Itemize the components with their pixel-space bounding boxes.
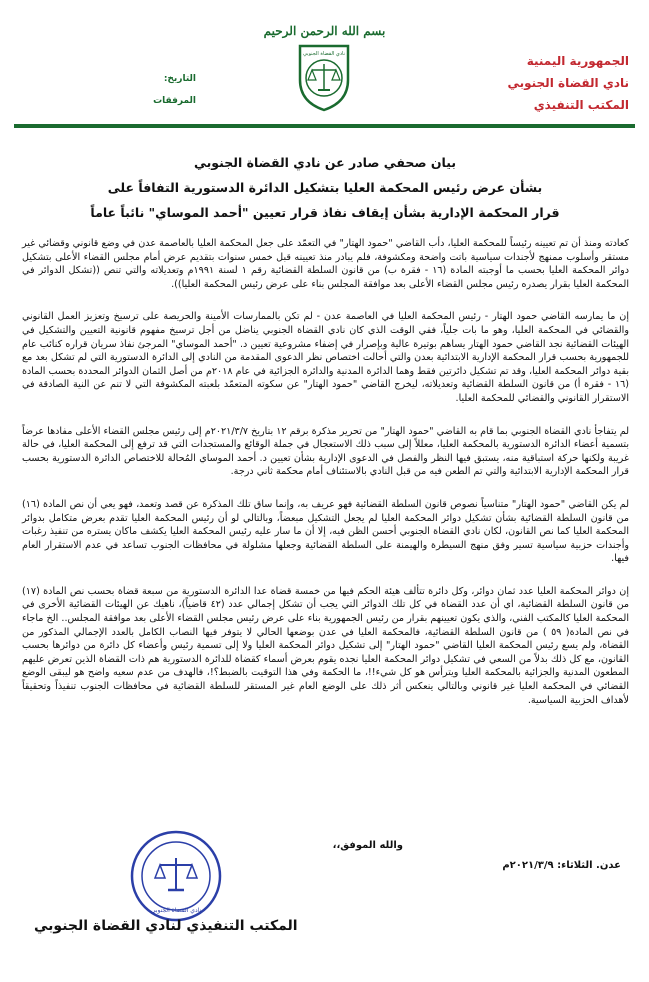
stamp-text: نادي القضاة الجنوبي <box>150 907 202 914</box>
paragraph-4: لم يكن القاضي "حمود الهتار" متناسياً نصوص قانون السلطة القضائية فهو عريف به، وإنما ساق تلك المذكرة عن قصد وتعمد، فهو يعي أن نص المادة (١٦) من قانون السلطة القضائية بشأن تشكيل دوائر المحكمة العليا لم يجعل التشكيل مبعضاً، وبالتالي لو أن رئيس المحكمة العليا تقدم بعرض متكامل بدوائر المحكمة العليا كما نص القانون، لكان نادي القضاة الجنوبي أحسن الظن فيه، إلا أن ما سار عليه رئيس المحكمة العليا يكشف ماكان يستره من تنفيذ رغبات وأجندات حزبية سياسية تسير وفق منهج السيطرة والهيمنة على السلطة القضائية وجعلها مشلولة في محافظات الجنوب تساعد في عدم الاستقرار العام فيها. <box>22 498 629 565</box>
paragraph-1: كعادته ومنذ أن تم تعيينه رئيساً للمحكمة العليا، دأب القاضي "حمود الهتار" في التعمّد على جعل المحكمة العليا بالعاصمة عدن في وضع قانوني وقضائي غير مستقر وأسلوب ممنهج لأجندات سياسية باتت واضحة ومكشوفة، فلم يبادر منذ تعيينه قبل خمس سنوات بتقديم عرض أمام مجلس القضاء الأعلى بتشكيل دوائر المحكمة العليا بحسب ما أوجبته المادة (١٦ - فقرة ب) من قانون السلطة القضائية رقم ١ لسنة ١٩٩١م وتعديلاته والتي تنص ((تشكل الدوائر في المحكمة العليا بقرار يصدره رئيس مجلس القضاء الأعلى بعد موافقة المجلس بناء على عرض رئيس المحكمة العليا)). <box>22 238 630 290</box>
official-stamp <box>130 830 222 922</box>
club-logo <box>292 40 356 112</box>
header-divider <box>14 124 635 128</box>
paragraph-5: إن دوائر المحكمة العليا عدد ثمان دوائر، وكل دائرة تتألف هيئة الحكم فيها من خمسة قضاة عدا الدائرة الدستورية من سبعة قضاة بحسب نص المادة (١٧) من قانون السلطة القضائية، اي أن عدد القضاة في كل تلك الدوائر التي يجب أن تشكل إجمالي عدد (٤٢ قاضياً)، ناهيك عن الهيئات القضائية الأخرى في المحكمة العليا كالمكتب الفني، والذي يكون تعيينهم بقرار من رئيس الجمهورية بناء على عرض رئيس مجلس القضاء الأعلى بعد موافقة المجلس.. الخ ماجاء في نص المادة( ٥٩ ) من قانون السلطة القضائية، فالمحكمة العليا في عدن بوضعها الحالي لا يتوفر فيها النصاب الكامل بالعدد الإجمالي المذكور من القضاة، ولم يسع رئيس المحكمة العليا القاضي "حمود الهتار" إلى تشكيل دوائر المحكمة العليا ولا إلى تسمية رئيس وأعضاء كل دائرة من دوائرها بحسب القانون، مع كل ذلك بدلاً من السعي في تشكيل دوائر المحكمة العليا نجده يقوم بعرض أسماء كقضاة للدائرة الدستورية هم ذات القضاة الذين تعرض عليهم المطعون المدنية والجزائية بالمحكمة العليا ويترأس هو كل شيء!!، ما الحكمة وفي هذا التوقيت بالضبط؟!، فالهدف من عدم سعيه واضح هو ليبقى الوضع القضائي في المحكمة العليا غير قانوني وبالتالي ينعكس أثر ذلك على الوضع العام غير المستقر للسلطة القضائية في محافظات الجنوب تنفيذاً وتحقيقاً لأهداف الحزبية السياسية. <box>22 585 630 706</box>
attachments-label: المرفقات <box>153 96 196 106</box>
title-line-1: بيان صحفي صادر عن نادي القضاة الجنوبي <box>193 155 457 170</box>
logo-text: نادي القضاة الجنوبي <box>303 51 345 57</box>
title-line-2: بشأن عرض رئيس المحكمة العليا بتشكيل الدائرة الدستورية التفافاً على <box>107 180 543 195</box>
paragraph-3: لم يتفاجأ نادي القضاة الجنوبي بما قام به القاضي "حمود الهتار" من تحرير مذكرة برقم ١٢ بتاريخ ٢٠٢١/٣/٧م إلى رئيس مجلس القضاء الأعلى مفادها عرضاً بتسمية أعضاء الدائرة الدستورية بالمحكمة العليا، معللاً إلى سبب ذلك الاستعجال في جملة الوقائع والمستجدات التي قد ترفع إلى المحكمة العليا، في حالة غريبة ولكنها حركة استباقية منه، يستبق فيها النظر والفصل في الدعوى الإدارية بشأن تعيين د. أحمد الموساي المُحالة للاختصاص الدائرة الدستورية بحسب قرار المحكمة الإدارية الابتدائية والتي تم الطعن فيه من قبل النادي بالاستئناف أمام محكمة ثاني درجة. <box>22 425 629 478</box>
org-line-country: الجمهورية اليمنية <box>526 54 629 68</box>
basmala: بسم الله الرحمن الرحيم <box>263 24 386 38</box>
statement-body <box>22 237 629 707</box>
reference-fields <box>96 68 196 112</box>
date-label: التاريخ: <box>163 74 196 84</box>
org-line-club: نادي القضاة الجنوبي <box>507 76 629 90</box>
issue-date: عدن. الثلاثاء: ٢٠٢١/٣/٩م <box>502 860 621 871</box>
organization-header <box>469 50 629 116</box>
org-line-office: المكتب التنفيذي <box>533 98 629 112</box>
statement-title <box>40 150 610 225</box>
closing-line: والله الموفق،، <box>332 840 403 851</box>
paragraph-2: إن ما يمارسه القاضي حمود الهتار - رئيس المحكمة العليا في العاصمة عدن - لم تكن بالممارسات الأمينة والحريصة على ترسيخ وتعزيز العمل القانوني والقضائي في المحكمة العليا، وهو ما بات جلياً، ففي الوقت الذي كان نادي القضاة الجنوبي يناضل من أجل ترسيخ مفهوم قانونية التعيين والتشكيل في الهيئات القضائية نجد القاضي حمود الهتار يساهم بوتيرة عالية وبإصرار في إضفاء مشروعية تعيين د. "أحمد الموساي" المرجئ نفاذ سريان قراره كنائب عام للجمهورية بحسب قرار المحكمة الإدارية الابتدائية بعدن والتي أحالت اختصاص نظر الدعوى المقدمة من النادي إلى الدائرة الدستورية التي لم تشكل بعد مع بقية دوائر المحكمة العليا، وقد تم تشكيل دائرتين فقط وهما الدائرة المدنية والدائرة الجزائية في عام ٢٠١٨م من أصل الثمان الدوائر المحددة بحسب المادة (١٦ - فقرة أ) من قانون السلطة القضائية وتعديلاته، ليخرج القاضي "حمود الهتار" عن سكوته المتعمّد بلعبته المكشوفة التي لا تنم عن النية الصادقة في الاستقرار القانوني والقضائي للمحكمة العليا. <box>22 311 629 404</box>
title-line-3: قرار المحكمة الإدارية بشأن إيقاف نفاذ قرار تعيين "أحمد الموساي" نائباً عاماً <box>90 205 560 220</box>
signature: المكتب التنفيذي لنادي القضاة الجنوبي <box>34 918 298 934</box>
